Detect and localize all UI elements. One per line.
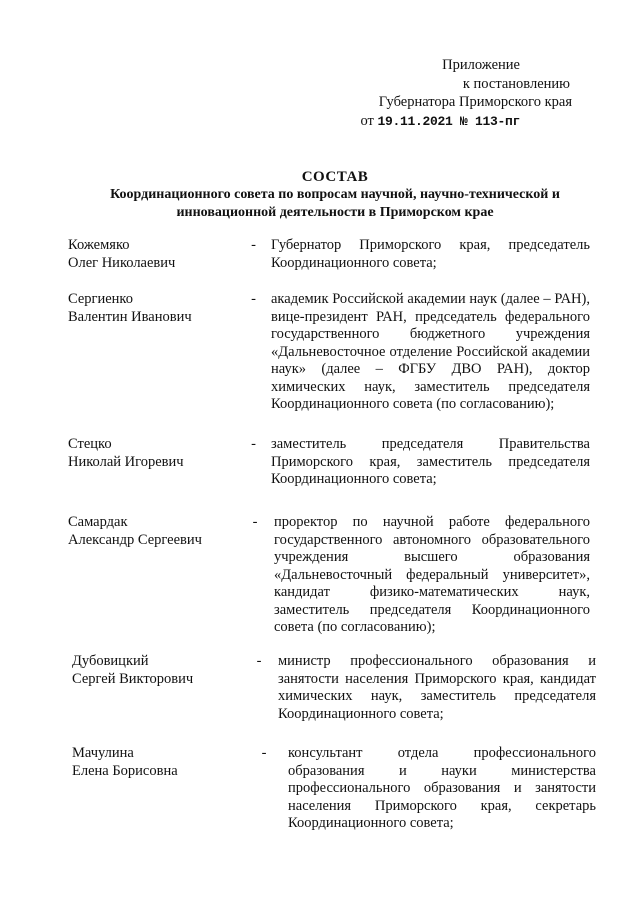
member-role: заместитель председателя Правительства Приморского края, заместитель председателя Координационного совета; — [271, 436, 590, 487]
appendix-resolution-ref: к постановлению — [462, 75, 570, 92]
member-name — [68, 237, 236, 272]
appendix-date-line — [360, 112, 572, 132]
member-given-names: Олег Николаевич — [68, 254, 176, 271]
member-dash: - — [251, 436, 256, 452]
member-dash: - — [252, 514, 258, 530]
document-title — [40, 168, 630, 222]
member-entry — [68, 514, 590, 637]
member-dash: - — [261, 745, 267, 761]
member-entry — [68, 291, 590, 414]
appendix-label: Приложение — [442, 57, 520, 73]
member-entry — [68, 436, 590, 489]
member-entry — [72, 745, 596, 833]
member-entry — [72, 653, 596, 723]
member-name — [68, 436, 236, 489]
member-dash: - — [256, 653, 262, 669]
member-role: проректор по научной работе федерального государственного автономного образовательного учреждения высшего образования «Дальневосточный федеральный университет», кандидат физико-математических наук, заместитель председателя Координационного совета (по согласованию); — [274, 514, 590, 635]
member-surname: Сергиенко — [68, 291, 133, 307]
date-number-stamp: 19.11.2021 № 113-пг — [377, 113, 520, 129]
member-given-names: Валентин Иванович — [68, 308, 192, 325]
member-surname: Стецко — [68, 436, 112, 452]
member-surname: Самардак — [68, 514, 128, 530]
appendix-header — [360, 56, 572, 131]
member-surname: Дубовицкий — [72, 653, 149, 669]
member-role: академик Российской академии наук (далее – РАН), вице-президент РАН, председатель федерального государственного бюджетного учреждения «Дальневосточное отделение Российской академии наук» (далее – ФГБУ ДВО РАН), доктор химических наук, заместитель председателя Координационного совета (по согласованию); — [271, 291, 590, 412]
member-name — [68, 514, 236, 637]
member-given-names: Николай Игоревич — [68, 453, 184, 470]
appendix-issuer: Губернатора Приморского края — [378, 94, 572, 110]
title-heading: СОСТАВ — [301, 169, 369, 185]
member-given-names: Сергей Викторович — [72, 670, 194, 687]
member-name — [68, 291, 236, 414]
member-given-names: Елена Борисовна — [72, 762, 178, 779]
member-name — [72, 653, 240, 723]
title-subtitle-line-2: инновационной деятельности в Приморском крае — [176, 205, 494, 220]
member-dash: - — [251, 237, 256, 253]
title-subtitle-line-1: Координационного совета по вопросам научной, научно-технической и — [110, 187, 560, 202]
member-surname: Мачулина — [72, 745, 134, 761]
member-given-names: Александр Сергеевич — [68, 531, 202, 548]
member-dash: - — [251, 291, 256, 307]
member-role: Губернатор Приморского края, председатель Координационного совета; — [271, 237, 590, 271]
date-prefix: от — [360, 112, 374, 129]
member-role: министр профессионального образования и занятости населения Приморского края, кандидат химических наук, заместитель председателя Координационного совета; — [278, 653, 596, 722]
member-name — [72, 745, 240, 833]
member-entry — [68, 237, 590, 272]
member-role: консультант отдела профессионального образования и науки министерства профессионального образования и занятости населения Приморского края, секретарь Координационного совета; — [288, 745, 596, 831]
member-surname: Кожемяко — [68, 237, 130, 253]
